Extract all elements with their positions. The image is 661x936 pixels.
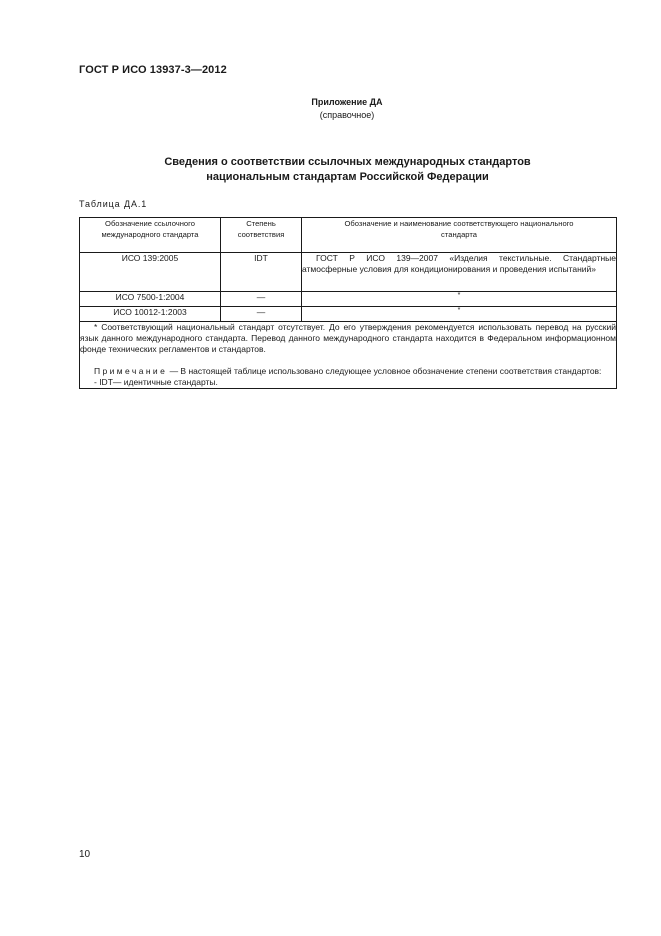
note-item: - IDT— идентичные стандарты.	[94, 377, 218, 387]
table-label: Таблица ДА.1	[79, 199, 148, 209]
table-row	[80, 292, 617, 307]
cell-national: ГОСТ Р ИСО 139—2007 «Изделия текстильные. Стандартные атмосферные условия для кондиционирования и проведения испытаний»	[302, 253, 617, 292]
page-number: 10	[79, 849, 91, 860]
table-footer	[80, 322, 617, 389]
note	[80, 366, 616, 377]
appendix-subtitle: (справочное)	[319, 110, 375, 120]
note-lead: Примечание	[94, 366, 168, 376]
column-header-degree-line-1: Степень	[246, 219, 276, 228]
column-header-reference-line-1: Обозначение ссылочного	[105, 219, 195, 228]
section-title-line-2: национальным стандартам Российской Федерации	[206, 171, 489, 183]
column-header-degree-line-2: соответствия	[237, 230, 285, 239]
document-code-header: ГОСТ Р ИСО 13937-3—2012	[79, 64, 227, 76]
appendix-heading	[0, 96, 661, 122]
note-text: — В настоящей таблице использовано следующее условное обозначение степени соответствия стандартов:	[167, 366, 602, 376]
table-row	[80, 253, 617, 292]
appendix-title: Приложение ДА	[311, 97, 383, 107]
section-title	[79, 155, 616, 185]
standards-correspondence-table	[79, 217, 617, 389]
table-footer-row	[80, 322, 617, 389]
column-header-national-line-1: Обозначение и наименование соответствующего национального	[344, 219, 574, 228]
cell-degree: IDT	[221, 253, 302, 292]
column-header-national-line-2: стандарта	[441, 230, 477, 239]
cell-reference: ИСО 10012-1:2003	[80, 307, 221, 322]
section-title-line-1: Сведения о соответствии ссылочных международных стандартов	[164, 156, 531, 168]
cell-national: *	[302, 292, 617, 307]
cell-reference: ИСО 139:2005	[80, 253, 221, 292]
table-row	[80, 307, 617, 322]
cell-national: *	[302, 307, 617, 322]
cell-degree: —	[221, 292, 302, 307]
table-header-row	[80, 218, 617, 253]
cell-degree: —	[221, 307, 302, 322]
cell-reference: ИСО 7500-1:2004	[80, 292, 221, 307]
column-header-degree	[221, 218, 302, 253]
footnote: * Соответствующий национальный стандарт отсутствует. До его утверждения рекомендуется использовать перевод на русский язык данного международного стандарта. Перевод данного международного стандарта находится в Федеральном информационном фонде технических регламентов и стандартов.	[80, 322, 616, 354]
column-header-reference	[80, 218, 221, 253]
column-header-reference-line-2: международного стандарта	[101, 230, 199, 239]
column-header-national	[302, 218, 617, 253]
